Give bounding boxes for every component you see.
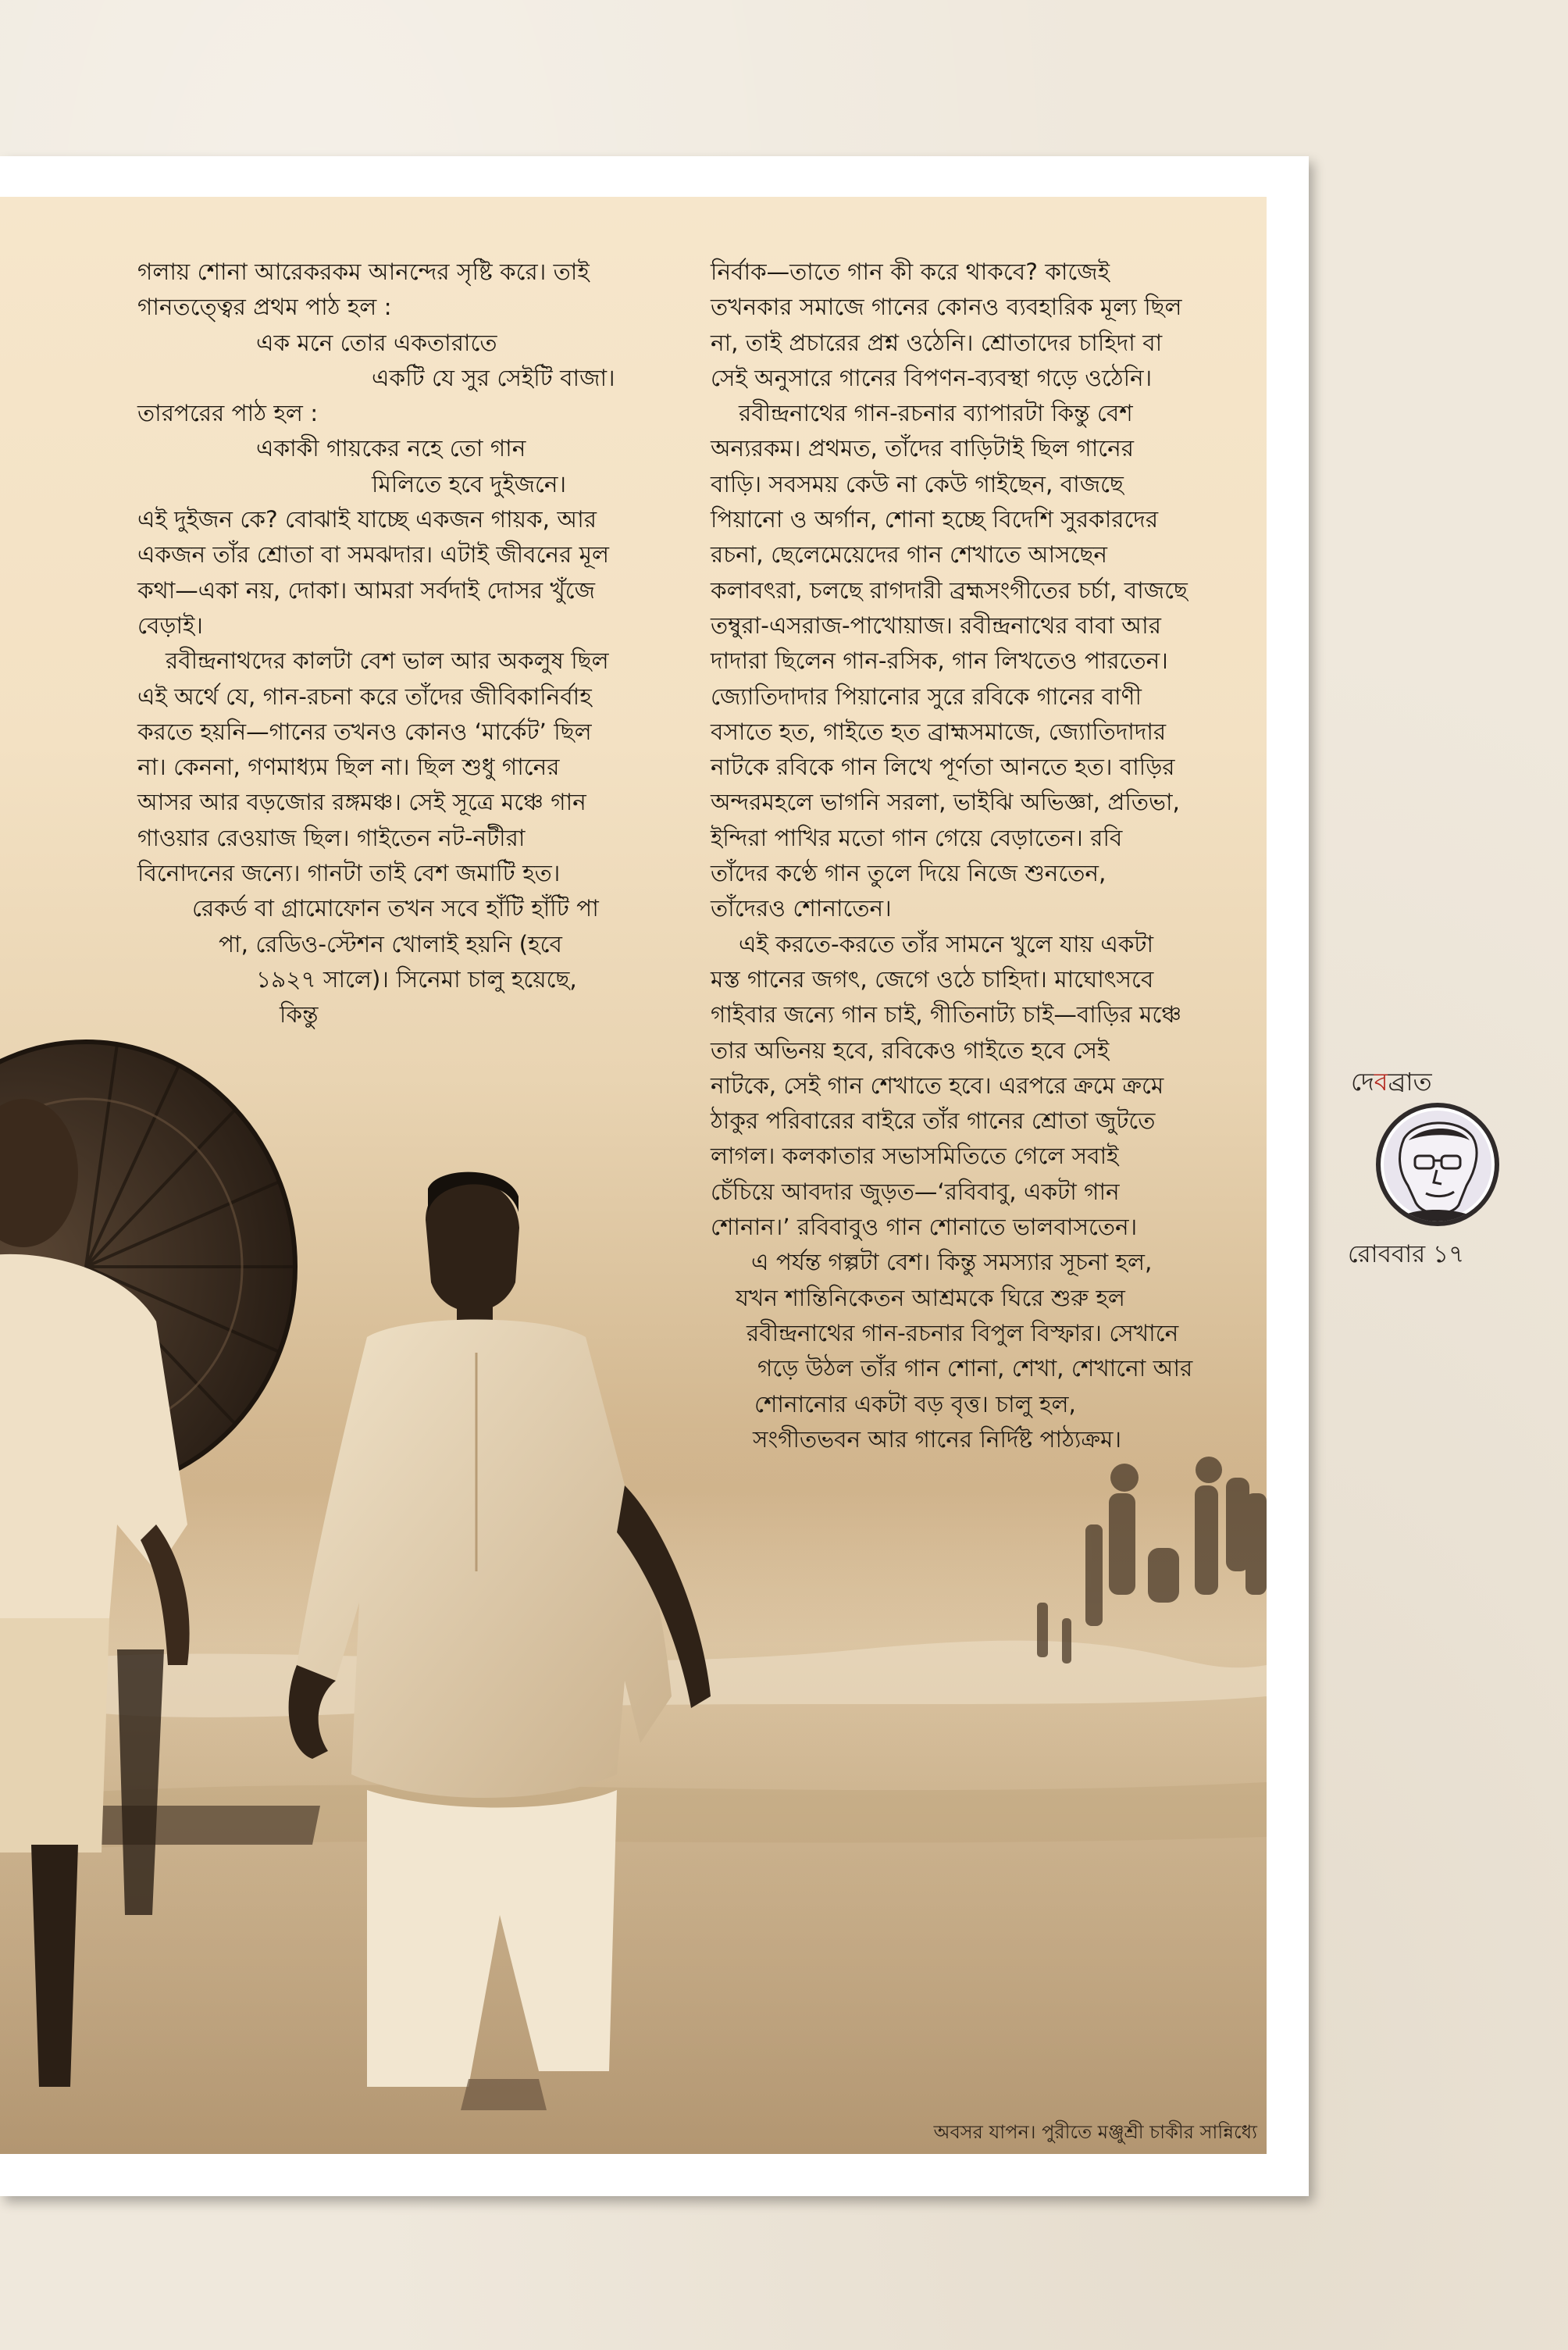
text-line: অন্দরমহলে ভাগনি সরলা, ভাইঝি অভিজ্ঞা, প্রতিভা, xyxy=(711,789,1180,816)
text-line: এই অর্থে যে, গান-রচনা করে তাঁদের জীবিকানির্বাহ xyxy=(137,683,592,710)
text-line: তখনকার সমাজে গানের কোনও ব্যবহারিক মূল্য ছিল xyxy=(711,294,1182,321)
portrait-sketch-art xyxy=(1381,1107,1495,1221)
section-logo xyxy=(1348,1062,1504,1289)
text-line: কিন্তু xyxy=(280,1001,319,1029)
text-line: এই দুইজন কে? বোঝাই যাচ্ছে একজন গায়ক, আর xyxy=(137,506,597,533)
text-line: রবীন্দ্রনাথদের কালটা বেশ ভাল আর অকলুষ ছিল xyxy=(166,647,609,675)
logo-title xyxy=(1351,1062,1432,1104)
text-line: গড়ে উঠল তাঁর গান শোনা, শেখা, শেখানো আর xyxy=(757,1355,1193,1382)
text-line: বাড়ি। সবসময় কেউ না কেউ গাইছেন, বাজছে xyxy=(711,470,1124,497)
text-line: দাদারা ছিলেন গান-রসিক, গান লিখতেও পারতেন। xyxy=(711,647,1168,675)
text-line: বসাতে হত, গাইতে হত ব্রাহ্মসমাজে, জ্যোতিদাদার xyxy=(711,718,1167,745)
text-line: রবীন্দ্রনাথের গান-রচনার বিপুল বিস্ফার। সেখানে xyxy=(747,1319,1179,1346)
text-line: ইন্দিরা পাখির মতো গান গেয়ে বেড়াতেন। রবি xyxy=(711,824,1123,851)
text-line: চেঁচিয়ে আবদার জুড়ত—‘রবিবাবু, একটা গান xyxy=(711,1178,1120,1205)
text-line: আসর আর বড়জোর রঙ্গমঞ্চ। সেই সূত্রে মঞ্চে গান xyxy=(137,789,586,816)
verse-line: একাকী গায়কের নহে তো গান xyxy=(256,435,526,462)
text-line: জ্যোতিদাদার পিয়ানোর সুরে রবিকে গানের বাণী xyxy=(711,683,1142,710)
text-line: এই করতে-করতে তাঁর সামনে খুলে যায় একটা xyxy=(739,930,1154,957)
text-line: পিয়ানো ও অর্গান, শোনা হচ্ছে বিদেশি সুরকারদের xyxy=(711,506,1159,533)
text-line: বিনোদনের জন্যে। গানটা তাই বেশ জমাটি হত। xyxy=(137,860,561,887)
verse-line: একটি যে সুর সেইটি বাজা। xyxy=(372,364,615,391)
verse-line: মিলিতে হবে দুইজনে। xyxy=(372,470,567,497)
text-line: করতে হয়নি—গানের তখনও কোনও ‘মার্কেট’ ছিল xyxy=(137,718,592,745)
text-line: তারপরের পাঠ হল : xyxy=(137,400,319,427)
text-line: শোনান।’ রবিবাবুও গান শোনাতে ভালবাসতেন। xyxy=(711,1214,1138,1241)
text-line: তাঁদের কণ্ঠে গান তুলে দিয়ে নিজে শুনতেন, xyxy=(711,860,1107,887)
photo-caption: অবসর যাপন। পুরীতে মঞ্জুশ্রী চাকীর সান্নিধ্যে xyxy=(933,2121,1257,2143)
text-line: রেকর্ড বা গ্রামোফোন তখন সবে হাঁটি হাঁটি পা xyxy=(192,895,599,922)
verse-line: এক মনে তোর একতারাতে xyxy=(256,329,497,356)
text-line: নির্বাক—তাতে গান কী করে থাকবে? কাজেই xyxy=(711,259,1110,285)
text-line: সংগীতভবন আর গানের নির্দিষ্ট পাঠ্যক্রম। xyxy=(753,1425,1121,1453)
text-line: গানতত্ত্বের প্রথম পাঠ হল : xyxy=(137,294,392,321)
text-line: তার অভিনয় হবে, রবিকেও গাইতে হবে সেই xyxy=(711,1036,1110,1064)
text-line: কথা—একা নয়, দোকা। আমরা সর্বদাই দোসর খুঁজে xyxy=(137,576,596,604)
text-line: ঠাকুর পরিবারের বাইরে তাঁর গানের শ্রোতা জুটতে xyxy=(711,1107,1156,1135)
logo-title-part: দে xyxy=(1351,1067,1374,1097)
logo-title-part: ব্রাত xyxy=(1388,1067,1432,1097)
text-line: লাগল। কলকাতার সভাসমিতিতে গেলে সবাই xyxy=(711,1143,1119,1170)
text-line: শোনানোর একটা বড় বৃত্ত। চালু হল, xyxy=(754,1390,1076,1417)
text-line: না, তাই প্রচারের প্রশ্ন ওঠেনি। শ্রোতাদের চাহিদা বা xyxy=(711,329,1163,356)
text-line: তাঁদেরও শোনাতেন। xyxy=(711,895,892,922)
text-line: সেই অনুসারে গানের বিপণন-ব্যবস্থা গড়ে ওঠেনি। xyxy=(711,364,1153,391)
text-line: একজন তাঁর শ্রোতা বা সমঝদার। এটাই জীবনের মূল xyxy=(137,541,610,569)
text-line: না। কেননা, গণমাধ্যম ছিল না। ছিল শুধু গানের xyxy=(137,754,560,781)
text-line: ১৯২৭ সালে)। সিনেমা চালু হয়েছে, xyxy=(256,965,577,993)
text-line: কলাবৎরা, চলছে রাগদারী ব্রহ্মসংগীতের চর্চা, বাজছে xyxy=(711,576,1188,604)
text-line: এ পর্যন্ত গল্পটা বেশ। কিন্তু সমস্যার সূচনা হল, xyxy=(751,1249,1153,1276)
text-line: পা, রেডিও-স্টেশন খোলাই হয়নি (হবে xyxy=(219,930,562,957)
text-line: রবীন্দ্রনাথের গান-রচনার ব্যাপারটা কিন্তু বেশ xyxy=(739,400,1133,427)
text-line: তম্বুরা-এসরাজ-পাখোয়াজ। রবীন্দ্রনাথের বাবা আর xyxy=(711,612,1161,639)
right-text-column xyxy=(711,255,1192,1457)
portrait-sketch-icon xyxy=(1376,1103,1499,1226)
text-line: অন্যরকম। প্রথমত, তাঁদের বাড়িটাই ছিল গানের xyxy=(711,435,1134,462)
text-line: গলায় শোনা আরেকরকম আনন্দের সৃষ্টি করে। তাই xyxy=(137,259,590,285)
logo-title-accent: ব xyxy=(1374,1067,1388,1097)
text-line: মস্ত গানের জগৎ, জেগে ওঠে চাহিদা। মাঘোৎসবে xyxy=(711,965,1154,993)
left-text-column xyxy=(137,255,615,1033)
text-line: গাওয়ার রেওয়াজ ছিল। গাইতেন নট-নটীরা xyxy=(137,824,526,851)
text-line: বেড়াই। xyxy=(137,612,203,639)
logo-subtitle: রোববার ১৭ xyxy=(1348,1240,1465,1268)
text-line: রচনা, ছেলেমেয়েদের গান শেখাতে আসছেন xyxy=(711,541,1107,569)
text-line: গাইবার জন্যে গান চাই, গীতিনাট্য চাই—বাড়ির মঞ্চে xyxy=(711,1001,1181,1029)
text-line: নাটকে, সেই গান শেখাতে হবে। এরপরে ক্রমে ক্রমে xyxy=(711,1072,1164,1099)
text-line: যখন শান্তিনিকেতন আশ্রমকে ঘিরে শুরু হল xyxy=(736,1284,1125,1311)
text-line: নাটকে রবিকে গান লিখে পূর্ণতা আনতে হত। বাড়ির xyxy=(711,754,1175,781)
